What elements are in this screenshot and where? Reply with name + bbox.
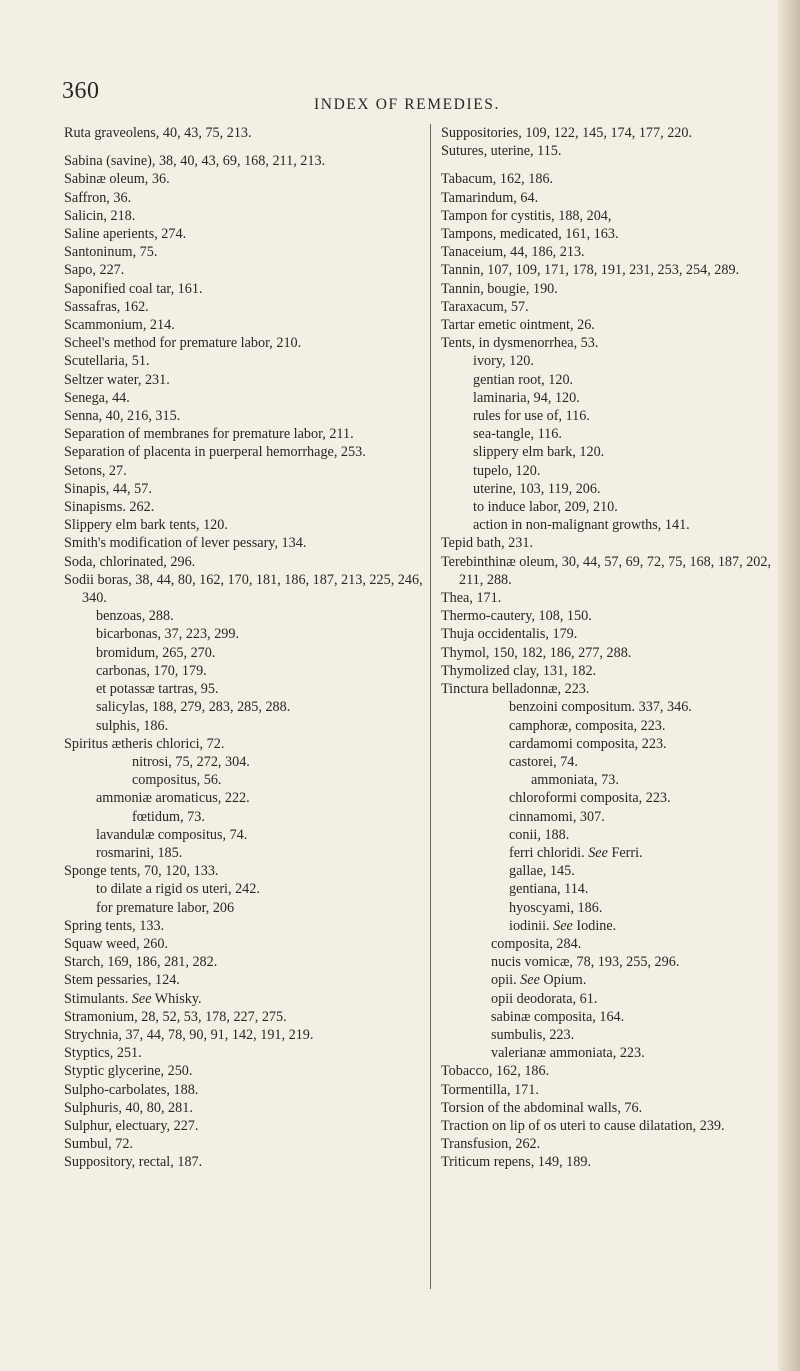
index-entry-text: iodinii. [509,917,554,934]
index-entry [64,152,424,170]
index-entry [441,225,785,243]
index-entry-text: nucis vomicæ, 78, 193, 255, 296. [491,954,680,971]
index-entry [441,589,785,607]
index-entry [441,1135,785,1153]
index-entry-text: salicylas, 188, 279, 283, 285, 288. [96,699,291,716]
see-target: Iodine. [572,917,617,934]
index-entry [64,953,424,971]
index-entry-text: Sponge tents, 70, 120, 133. [64,863,219,880]
index-entry-text: bromidum, 265, 270. [96,644,216,661]
index-entry [64,1117,424,1135]
index-entry-text: slippery elm bark, 120. [473,444,605,461]
index-entry-text: Thymolized clay, 131, 182. [441,662,597,679]
index-entry [64,207,424,225]
index-entry-text: to induce labor, 209, 210. [473,499,618,516]
index-entry-text: ivory, 120. [473,353,534,370]
index-entry-text: rules for use of, 116. [473,408,590,425]
index-entry-text: Soda, chlorinated, 296. [64,553,196,570]
index-entry-text: Sapo, 227. [64,262,125,279]
index-entry-text: Senega, 44. [64,389,130,406]
index-entry-text: Sulphur, electuary, 227. [64,1117,199,1134]
index-entry [441,771,785,789]
index-entry-text: hyoscyami, 186. [509,899,603,916]
index-entry [64,1081,424,1099]
index-entry-text: Santoninum, 75. [64,244,158,261]
index-entry-text: uterine, 103, 119, 206. [473,480,601,497]
index-entry [64,480,424,498]
index-entry [64,862,424,880]
index-entry-text: Sabina (savine), 38, 40, 43, 69, 168, 211, 213. [64,153,326,170]
index-entry [441,243,785,261]
index-entry [441,425,785,443]
index-entry [64,1062,424,1080]
index-entry [64,1044,424,1062]
index-entry-text: Saffron, 36. [64,189,132,206]
index-entry-text: ammoniæ aromaticus, 222. [96,790,250,807]
index-entry-text: Separation of placenta in puerperal hemorrhage, 253. [64,444,366,461]
index-entry [441,880,785,898]
index-entry [441,826,785,844]
index-entry [441,443,785,461]
index-entry-text: et potassæ tartras, 95. [96,681,219,698]
index-entry [441,534,785,552]
index-entry [441,352,785,370]
index-entry-text: Stem pessaries, 124. [64,972,180,989]
index-entry [64,516,424,534]
index-entry-text: Sulphuris, 40, 80, 281. [64,1099,193,1116]
index-entry [64,124,424,142]
see-reference: See [588,844,608,861]
index-entry-text: Tanaceium, 44, 186, 213. [441,244,585,261]
index-entry-text: sea-tangle, 116. [473,426,562,443]
index-entry-text: benzoini compositum. 337, 346. [509,699,692,716]
index-entry [441,124,785,142]
see-target: Whisky. [151,990,202,1007]
see-target: Opium. [539,972,587,989]
index-entry [64,644,424,662]
index-entry [441,1099,785,1117]
index-entry [64,189,424,207]
index-entry [441,735,785,753]
index-entry-text: Starch, 169, 186, 281, 282. [64,954,218,971]
page-number: 360 [62,78,100,104]
index-column-left [64,124,424,1172]
index-entry-text: benzoas, 288. [96,608,174,625]
index-entry [441,662,785,680]
index-entry [64,607,424,625]
index-entry-text: opii. [491,972,521,989]
index-entry [64,1026,424,1044]
index-entry-text: valerianæ ammoniata, 223. [491,1045,645,1062]
index-entry-text: Sabinæ oleum, 36. [64,171,170,188]
index-entry [441,1008,785,1026]
index-entry-text: lavandulæ compositus, 74. [96,826,248,843]
index-entry-text: gentiana, 114. [509,881,589,898]
index-entry-text: carbonas, 170, 179. [96,662,207,679]
index-entry-text: ammoniata, 73. [531,772,619,789]
index-entry-text: Thymol, 150, 182, 186, 277, 288. [441,644,632,661]
index-entry [441,862,785,880]
index-entry [64,880,424,898]
index-entry-text: Scheel's method for premature labor, 210. [64,335,302,352]
index-entry-text: Tannin, 107, 109, 171, 178, 191, 231, 253, 254, 289. [441,262,740,279]
index-entry-text: Stimulants. [64,990,132,1007]
index-entry [64,498,424,516]
index-entry-text: Sinapis, 44, 57. [64,480,152,497]
index-entry [441,717,785,735]
index-entry-text: Separation of membranes for premature labor, 211. [64,426,354,443]
running-title: INDEX OF REMEDIES. [314,96,500,113]
index-entry-text: Sodii boras, 38, 44, 80, 162, 170, 181, 186, 187, 213, 225, 246, 340. [64,571,423,607]
index-entry [441,698,785,716]
index-entry [64,753,424,771]
index-entry-text: sulphis, 186. [96,717,169,734]
index-entry [64,771,424,789]
index-entry-text: Saponified coal tar, 161. [64,280,203,297]
index-entry [441,334,785,352]
index-entry [441,261,785,279]
index-entry-text: Strychnia, 37, 44, 78, 90, 91, 142, 191, 219. [64,1026,314,1043]
index-entry-text: tupelo, 120. [473,462,541,479]
index-entry-text: sabinæ composita, 164. [491,1008,625,1025]
index-entry [441,407,785,425]
index-entry [64,971,424,989]
index-entry [64,261,424,279]
index-entry [64,735,424,753]
index-entry-text: Tents, in dysmenorrhea, 53. [441,335,599,352]
index-entry [64,1153,424,1171]
index-entry [64,170,424,188]
index-entry-text: bicarbonas, 37, 223, 299. [96,626,240,643]
index-entry-text: Scammonium, 214. [64,317,175,334]
index-entry-text: Tobacco, 162, 186. [441,1063,550,1080]
index-entry [64,443,424,461]
index-entry-text: gentian root, 120. [473,371,574,388]
index-entry [64,1008,424,1026]
index-entry-text: ferri chloridi. [509,844,589,861]
index-entry [64,680,424,698]
index-entry [64,407,424,425]
index-entry [64,553,424,571]
index-entry-text: Torsion of the abdominal walls, 76. [441,1099,643,1116]
index-entry-text: Sumbul, 72. [64,1136,133,1153]
index-entry-text: laminaria, 94, 120. [473,389,580,406]
index-entry [64,1135,424,1153]
index-entry-text: sumbulis, 223. [491,1026,575,1043]
index-entry-text: Thea, 171. [441,590,502,607]
index-entry [441,316,785,334]
index-entry-text: Sutures, uterine, 115. [441,143,562,160]
index-entry [64,334,424,352]
index-entry [64,389,424,407]
index-entry-text: Tartar emetic ointment, 26. [441,317,595,334]
index-entry-text: Seltzer water, 231. [64,371,170,388]
index-entry-text: Setons, 27. [64,462,127,479]
index-entry [64,534,424,552]
index-entry-text: to dilate a rigid os uteri, 242. [96,881,260,898]
index-entry [441,1081,785,1099]
index-entry [441,280,785,298]
index-entry-text: Thermo-cautery, 108, 150. [441,608,592,625]
index-entry-text: Suppository, rectal, 187. [64,1154,203,1171]
index-entry [441,1153,785,1171]
index-entry [441,462,785,480]
see-reference: See [131,990,152,1007]
index-entry [441,498,785,516]
index-entry [64,1099,424,1117]
index-entry [441,1117,785,1135]
index-entry [441,607,785,625]
index-entry-text: rosmarini, 185. [96,844,183,861]
index-entry-text: compositus, 56. [132,772,222,789]
index-entry [441,553,785,589]
index-entry [64,280,424,298]
index-entry [441,189,785,207]
index-entry [441,808,785,826]
index-entry [441,516,785,534]
index-entry-text: Senna, 40, 216, 315. [64,408,181,425]
index-entry [441,371,785,389]
index-entry [64,225,424,243]
index-entry [441,844,785,862]
index-entry-text: Triticum repens, 149, 189. [441,1154,592,1171]
index-entry [64,990,424,1008]
index-entry [64,352,424,370]
index-entry-text: Stramonium, 28, 52, 53, 178, 227, 275. [64,1008,287,1025]
index-entry [64,462,424,480]
index-entry-text: camphoræ, composita, 223. [509,717,666,734]
index-entry-text: Sulpho-carbolates, 188. [64,1081,199,1098]
index-entry-text: Tabacum, 162, 186. [441,171,554,188]
index-entry-text: Tinctura belladonnæ, 223. [441,681,590,698]
index-entry [441,625,785,643]
index-entry [441,990,785,1008]
index-entry-text: Tormentilla, 171. [441,1081,539,1098]
index-entry [441,1062,785,1080]
index-entry-text: gallae, 145. [509,863,575,880]
index-entry [441,935,785,953]
index-entry-text: opii deodorata, 61. [491,990,598,1007]
index-entry [441,142,785,160]
index-entry-text: action in non-malignant growths, 141. [473,517,690,534]
index-entry [64,625,424,643]
index-entry-text: Styptic glycerine, 250. [64,1063,193,1080]
index-entry [64,698,424,716]
index-entry-text: Sinapisms. 262. [64,499,155,516]
index-entry [441,644,785,662]
index-entry [441,170,785,188]
index-entry-text: Squaw weed, 260. [64,935,169,952]
index-entry-text: castorei, 74. [509,753,578,770]
index-entry-text: Ruta graveolens, 40, 43, 75, 213. [64,125,252,141]
index-entry-text: Tannin, bougie, 190. [441,280,558,297]
see-reference: See [553,917,573,934]
index-entry [64,917,424,935]
index-entry [441,917,785,935]
index-entry-text: fœtidum, 73. [132,808,205,825]
index-entry [64,425,424,443]
index-entry-text: Tampon for cystitis, 188, 204, [441,207,612,224]
index-entry-text: Terebinthinæ oleum, 30, 44, 57, 69, 72, 75, 168, 187, 202, 211, 288. [441,553,772,588]
index-entry [441,480,785,498]
index-entry [441,971,785,989]
page-header [62,78,752,118]
index-entry-text: Suppositories, 109, 122, 145, 174, 177, 220. [441,125,693,141]
see-reference: See [520,972,540,989]
index-entry [441,207,785,225]
index-entry [64,371,424,389]
index-entry-text: Styptics, 251. [64,1045,142,1062]
index-entry [64,826,424,844]
index-entry [64,316,424,334]
index-entry [441,899,785,917]
index-entry-text: nitrosi, 75, 272, 304. [132,753,250,770]
index-entry [441,298,785,316]
index-entry-text: Scutellaria, 51. [64,353,150,370]
index-entry [64,717,424,735]
index-entry [441,953,785,971]
index-entry-text: Traction on lip of os uteri to cause dilatation, 239. [441,1117,725,1134]
index-entry [64,571,424,607]
index-entry-text: Taraxacum, 57. [441,298,529,315]
index-entry [64,298,424,316]
index-entry-text: Spiritus ætheris chlorici, 72. [64,735,225,752]
index-entry [64,662,424,680]
index-entry-text: composita, 284. [491,935,582,952]
index-entry-text: Sassafras, 162. [64,298,149,315]
index-entry-text: Slippery elm bark tents, 120. [64,517,228,534]
index-entry [64,243,424,261]
index-entry [64,899,424,917]
index-entry [441,789,785,807]
index-entry [441,1026,785,1044]
index-entry [64,789,424,807]
index-entry-text: Saline aperients, 274. [64,226,187,243]
index-entry-text: Salicin, 218. [64,207,136,224]
index-entry-text: Tamarindum, 64. [441,189,539,206]
index-entry-text: conii, 188. [509,826,570,843]
index-entry [441,389,785,407]
index-entry-text: cinnamomi, 307. [509,808,605,825]
index-entry [64,935,424,953]
index-entry-text: cardamomi composita, 223. [509,735,667,752]
index-entry [64,808,424,826]
index-entry [64,844,424,862]
index-column-right [430,124,785,1289]
index-entry-text: Spring tents, 133. [64,917,165,934]
see-target: Ferri. [607,844,643,861]
index-entry-text: for premature labor, 206 [96,899,235,916]
index-entry-text: Transfusion, 262. [441,1136,541,1153]
index-entry-text: Tepid bath, 231. [441,535,533,552]
index-entry-text: Tampons, medicated, 161, 163. [441,226,619,243]
index-entry-text: chloroformi composita, 223. [509,790,671,807]
index-entry-text: Smith's modification of lever pessary, 134. [64,535,307,552]
index-entry [441,1044,785,1062]
index-entry [441,753,785,771]
index-entry [441,680,785,698]
index-entry-text: Thuja occidentalis, 179. [441,626,578,643]
